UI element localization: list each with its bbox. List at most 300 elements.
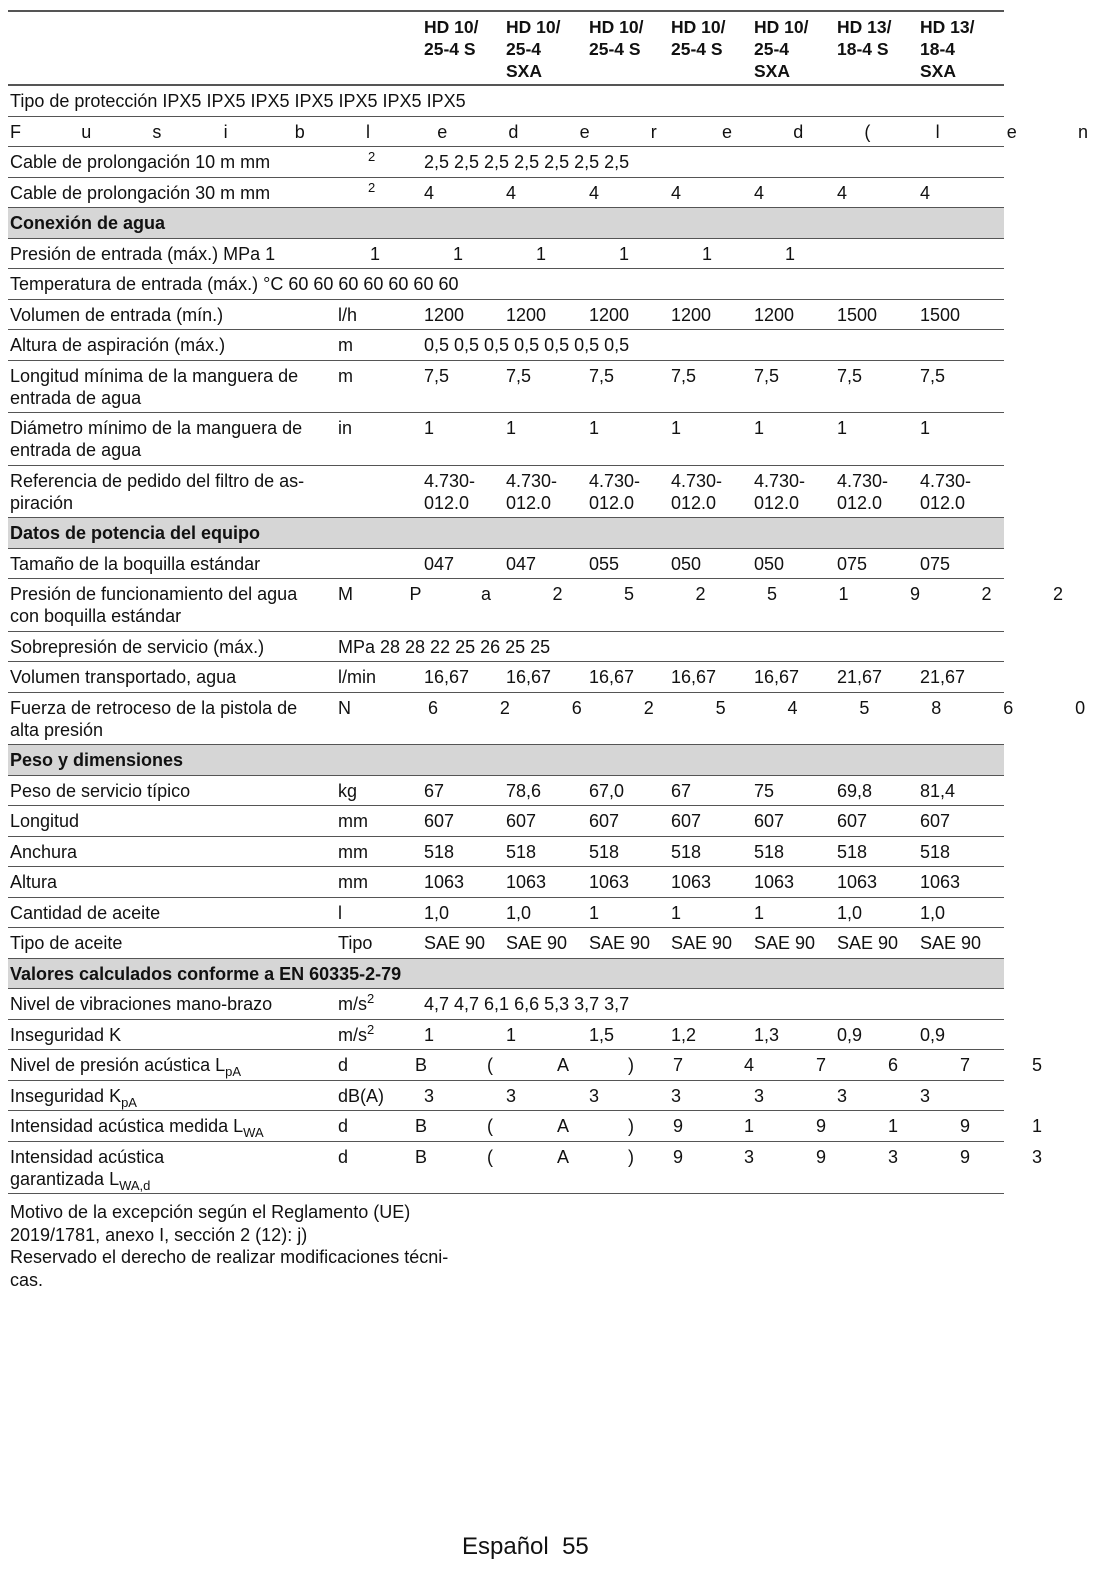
row-values-run: 0,5 0,5 0,5 0,5 0,5 0,5 0,5: [424, 335, 630, 355]
value-cell: 3: [671, 1085, 682, 1106]
value-cell: 1: [506, 418, 517, 438]
column-header-model: HD 13/ 18-4 SXA: [920, 17, 975, 81]
value-cell: 1200: [754, 304, 795, 325]
value-char: 7: [673, 1055, 684, 1075]
row-unit: [338, 780, 357, 802]
value-cell: 16,67: [424, 667, 470, 687]
row-text: Temperatura de entrada (máx.) °C 60 60 60 60 60 60 60: [10, 274, 459, 294]
table-row: [8, 361, 1004, 414]
value-char: l: [935, 121, 940, 142]
table-row: [8, 466, 1004, 519]
value-cell: 055: [589, 553, 620, 574]
value-cell: 4: [671, 182, 682, 203]
value-cell: 607: [506, 811, 537, 831]
row-unit: [338, 365, 353, 387]
value-char: 7: [816, 1055, 827, 1075]
row-label: [10, 841, 77, 863]
row-label-text: Tamaño de la boquilla estándar: [10, 553, 261, 574]
value-cell: SAE 90: [671, 933, 733, 953]
unit-superscript: 2: [367, 991, 375, 1006]
value-cell: 4: [754, 182, 765, 203]
table-row: [8, 837, 1004, 868]
value-char: s: [152, 121, 162, 142]
value-cell: 1200: [506, 304, 547, 325]
value-char: 1: [1032, 1116, 1043, 1136]
value-cell: 607: [424, 811, 455, 831]
table-row: [8, 300, 1004, 331]
row-label: [10, 993, 272, 1015]
value-char: b: [294, 121, 305, 142]
value-char: 9: [960, 1116, 971, 1136]
row-label: [10, 304, 223, 326]
row-label: [10, 417, 302, 461]
value-char: (: [487, 1116, 493, 1136]
row-label: [10, 365, 298, 409]
row-label-text: Peso y dimensiones: [10, 750, 184, 770]
unit-superscript: 2: [368, 149, 376, 164]
column-header-model: HD 10/ 25-4 SXA: [506, 17, 561, 81]
value-char: 9: [816, 1116, 827, 1136]
value-char: 0: [1075, 697, 1086, 718]
value-char: 9: [673, 1116, 684, 1136]
value-cell: 1063: [920, 872, 961, 892]
value-char: 9: [673, 1146, 684, 1167]
footnotes: Motivo de la excepción según el Reglamento (UE) 2019/1781, anexo I, sección 2 (12): j) Reservado el derecho de realizar modificaciones técni- cas.: [10, 1202, 449, 1290]
value-cell: 3: [920, 1085, 931, 1106]
value-char: n: [1078, 121, 1089, 142]
row-unit: [338, 304, 357, 326]
value-char: 9: [816, 1146, 827, 1167]
value-cell: 607: [920, 811, 951, 831]
column-header-model: HD 13/ 18-4 S: [837, 17, 892, 59]
row-label: [10, 666, 236, 688]
value-char: 1: [888, 1116, 899, 1136]
row-unit: [338, 871, 368, 893]
value-cell: 607: [754, 811, 785, 831]
table-row: [8, 1111, 1043, 1142]
unit-text: l/h: [338, 304, 358, 325]
value-char: 3: [888, 1146, 899, 1167]
value-cell: 518: [506, 841, 537, 862]
value-cell: 075: [920, 553, 951, 574]
value-cell: 4.730- 012.0: [671, 470, 723, 513]
unit-text: m/s: [338, 994, 367, 1014]
row-label: [10, 871, 57, 893]
value-char: B: [415, 1146, 428, 1167]
value-cell: 1: [424, 418, 435, 438]
value-cell: 0,9: [837, 1024, 863, 1045]
table-row: [8, 693, 1086, 746]
value-char: 5: [859, 697, 870, 718]
value-char: l: [366, 121, 370, 142]
section-title: [10, 963, 401, 985]
value-char: 2: [981, 584, 992, 604]
row-label-text: Inseguridad K: [10, 1024, 122, 1045]
value-cell: 4: [589, 182, 600, 203]
value-cell: 16,67: [589, 667, 635, 687]
row-label: [10, 810, 79, 832]
row-label: [10, 932, 122, 954]
value-char: A: [557, 1146, 570, 1167]
value-char: 7: [960, 1055, 971, 1075]
value-cell: SAE 90: [754, 933, 816, 953]
value-cell: 7,5: [671, 365, 697, 386]
page-footer: [462, 1533, 589, 1561]
value-cell: 1063: [754, 872, 795, 892]
value-char: P: [409, 584, 422, 604]
value-char: 2: [643, 697, 654, 718]
table-row: [8, 1050, 1043, 1081]
value-cell: 1063: [589, 872, 630, 892]
value-cell: SAE 90: [920, 933, 982, 953]
value-cell: 1: [424, 1024, 435, 1045]
value-cell: 1200: [671, 304, 712, 325]
row-unit: [338, 993, 374, 1015]
row-label: [10, 1054, 242, 1079]
table-row: [8, 662, 1004, 693]
value-char: 1: [453, 243, 464, 264]
section-header: [8, 208, 1004, 239]
value-char: B: [415, 1116, 428, 1136]
value-char: e: [437, 121, 448, 142]
row-label-text: Longitud: [10, 811, 80, 831]
unit-text: mm: [338, 841, 368, 862]
value-cell: 1: [754, 902, 765, 923]
value-cell: 1200: [424, 304, 465, 325]
row-label-text: Presión de funcionamiento del agua con boquilla estándar: [10, 584, 298, 626]
row-label: [10, 1024, 121, 1046]
value-char: 1: [702, 243, 713, 264]
table-row: [8, 413, 1004, 466]
row-text: Tipo de protección IPX5 IPX5 IPX5 IPX5 IPX5 IPX5 IPX5: [10, 91, 466, 111]
row-label-text: Inseguridad K: [10, 1085, 122, 1106]
value-cell: 16,67: [506, 667, 552, 687]
value-char: 4: [787, 697, 798, 718]
value-cell: 7,5: [424, 365, 450, 386]
value-char: d: [338, 1146, 349, 1167]
value-cell: 1200: [589, 304, 630, 325]
value-char: (: [487, 1146, 493, 1167]
row-label-text: Nivel de presión acústica L: [10, 1055, 226, 1075]
table-row: [8, 117, 1089, 148]
value-char: 1: [744, 1116, 755, 1136]
section-title: [10, 522, 260, 544]
value-cell: SAE 90: [424, 933, 486, 953]
value-cell: 1063: [424, 872, 465, 892]
value-char: e: [1006, 121, 1017, 142]
row-label-text: Peso de servicio típico: [10, 780, 191, 801]
row-values-run: 2,5 2,5 2,5 2,5 2,5 2,5 2,5: [424, 152, 630, 172]
table-row: [8, 867, 1004, 898]
unit-text: Tipo: [338, 933, 373, 953]
row-label-text: Presión de entrada (máx.) MPa 1: [10, 243, 276, 264]
value-cell: 16,67: [754, 667, 800, 687]
value-char: 1: [785, 243, 796, 264]
unit-text: dB(A): [338, 1085, 385, 1106]
row-label-text: Fuerza de retroceso de la pistola de alta presión: [10, 697, 298, 740]
value-cell: 1,0: [837, 902, 863, 923]
value-cell: 7,5: [589, 365, 615, 386]
value-cell: 1,5: [589, 1024, 615, 1045]
unit-text: N: [338, 697, 351, 718]
row-label-text: Diámetro mínimo de la manguera de entrada de agua: [10, 418, 303, 460]
column-header-model: HD 10/ 25-4 SXA: [754, 17, 809, 81]
value-cell: 1: [920, 418, 931, 438]
value-char: e: [722, 121, 733, 142]
value-char: d: [338, 1116, 349, 1136]
value-cell: 75: [754, 780, 775, 801]
value-cell: 3: [837, 1085, 848, 1106]
value-cell: 3: [589, 1085, 600, 1106]
value-char: 1: [370, 243, 381, 264]
row-label-text: Datos de potencia del equipo: [10, 523, 261, 543]
value-char: 6: [571, 697, 582, 718]
value-cell: 3: [506, 1085, 517, 1106]
row-values-run: MPa 28 28 22 25 26 25 25: [338, 636, 551, 657]
value-cell: SAE 90: [589, 933, 651, 953]
value-cell: 518: [754, 841, 785, 862]
value-cell: 047: [424, 553, 455, 574]
value-char: 2: [695, 584, 706, 604]
value-cell: 4.730- 012.0: [754, 470, 806, 513]
value-cell: 7,5: [506, 365, 532, 386]
row-label-text: Cable de prolongación 30 m mm: [10, 182, 271, 203]
value-char: 9: [910, 584, 921, 604]
table-row: [8, 239, 1004, 270]
section-header: [8, 959, 1004, 990]
value-cell: 1,3: [754, 1024, 780, 1045]
value-char: i: [223, 121, 228, 142]
value-cell: 67,0: [589, 780, 625, 801]
table-row: [8, 549, 1004, 580]
row-unit: [338, 666, 376, 688]
value-cell: 21,67: [920, 667, 966, 687]
value-char: F: [10, 121, 21, 142]
value-char: 6: [428, 697, 439, 718]
label-subscript: WA,d: [119, 1177, 151, 1193]
value-cell: 4.730- 012.0: [589, 470, 641, 513]
row-label-text: Cantidad de aceite: [10, 902, 161, 923]
value-char: (: [487, 1055, 493, 1075]
value-char: 3: [1032, 1146, 1043, 1167]
value-cell: 050: [754, 553, 785, 574]
value-cell: 607: [589, 811, 620, 831]
row-label-text: Volumen transportado, agua: [10, 667, 237, 687]
value-char: 1: [838, 584, 849, 604]
unit-text: kg: [338, 780, 358, 801]
value-char: 8: [931, 697, 942, 718]
table-row: [8, 1020, 1004, 1051]
row-unit: [338, 932, 372, 954]
value-cell: 1: [506, 1024, 517, 1045]
value-char: 2: [552, 584, 563, 604]
table-body: [8, 86, 1089, 1194]
value-char: ): [628, 1116, 634, 1136]
row-label: [10, 334, 225, 356]
row-label-text: Altura: [10, 872, 58, 892]
value-cell: 16,67: [671, 667, 717, 687]
value-cell: 4.730- 012.0: [506, 470, 558, 513]
row-unit: [338, 1021, 375, 1046]
label-subscript: pA: [121, 1094, 137, 1110]
section-header: [8, 518, 1004, 549]
value-cell: 69,8: [837, 780, 873, 801]
value-cell: 1,0: [920, 902, 946, 923]
table-row: [8, 579, 1064, 632]
value-char: A: [557, 1055, 570, 1075]
value-char: 2: [1053, 584, 1064, 604]
row-label: [10, 902, 160, 924]
value-cell: SAE 90: [506, 933, 568, 953]
unit-text: m/s: [338, 1024, 367, 1045]
table-row: [8, 86, 1004, 117]
value-cell: 7,5: [837, 365, 863, 386]
value-cell: 1: [671, 418, 682, 438]
section-title: [10, 212, 165, 234]
value-cell: 1063: [506, 872, 547, 892]
value-cell: 4: [837, 182, 848, 203]
row-label-text: Cable de prolongación 10 m mm: [10, 152, 271, 172]
row-label: [10, 470, 304, 514]
technical-data-table: [8, 10, 1089, 1194]
unit-superscript: 2: [367, 1021, 375, 1037]
value-char: 1: [619, 243, 630, 264]
value-cell: 78,6: [506, 780, 542, 801]
table-row: [8, 898, 1004, 929]
table-row: [8, 1142, 1043, 1195]
row-values-run: 4,7 4,7 6,1 6,6 5,3 3,7 3,7: [424, 994, 630, 1014]
row-label: [10, 243, 275, 265]
unit-text: in: [338, 418, 353, 438]
value-cell: 1,2: [671, 1024, 697, 1045]
row-unit: [338, 1085, 384, 1107]
value-char: 2: [499, 697, 510, 718]
unit-text: mm: [338, 811, 368, 831]
value-char: 5: [624, 584, 635, 604]
value-char: (: [864, 121, 871, 142]
value-cell: 607: [837, 811, 868, 831]
value-cell: 1500: [920, 304, 961, 325]
value-cell: 7,5: [920, 365, 946, 386]
table-row: [8, 178, 1004, 209]
value-char: M: [338, 584, 353, 604]
row-label: [10, 1146, 165, 1193]
value-cell: 4: [506, 182, 517, 203]
value-cell: 1: [589, 418, 600, 438]
row-label: [10, 553, 260, 575]
row-label: [10, 697, 297, 741]
table-row: [8, 330, 1004, 361]
value-cell: 518: [589, 841, 620, 862]
section-header: [8, 745, 1004, 776]
value-cell: 1500: [837, 304, 878, 325]
row-unit: [338, 697, 351, 719]
row-label: [10, 1085, 137, 1110]
row-unit: [338, 334, 353, 356]
row-label: [10, 182, 270, 204]
value-char: d: [793, 121, 804, 142]
row-label: [10, 1115, 264, 1140]
value-cell: 3: [754, 1085, 765, 1106]
value-cell: 607: [671, 811, 702, 831]
value-cell: 4.730- 012.0: [424, 470, 476, 513]
value-cell: SAE 90: [837, 933, 899, 953]
row-unit: [338, 902, 342, 924]
value-char: 4: [744, 1055, 755, 1075]
value-cell: 047: [506, 553, 537, 574]
value-cell: 518: [424, 841, 455, 862]
section-title: [10, 749, 183, 771]
row-label-text: Intensidad acústica garantizada L: [10, 1146, 165, 1189]
column-header-model: HD 10/ 25-4 S: [671, 17, 726, 59]
value-char: A: [557, 1116, 570, 1136]
value-cell: 0,9: [920, 1024, 946, 1045]
value-char: r: [650, 121, 657, 142]
value-char: 3: [744, 1146, 755, 1167]
row-label: [10, 583, 297, 627]
value-cell: 3: [424, 1085, 435, 1106]
value-cell: 4.730- 012.0: [920, 470, 972, 513]
value-char: ): [628, 1146, 634, 1167]
page-number: 55: [562, 1533, 589, 1560]
table-header: [8, 10, 1004, 86]
unit-text: l/min: [338, 667, 377, 687]
table-row: [8, 806, 1004, 837]
label-subscript: WA: [243, 1125, 264, 1140]
unit-text: m: [338, 365, 353, 386]
value-cell: 1063: [671, 872, 712, 892]
row-label-text: Longitud mínima de la manguera de entrada de agua: [10, 365, 299, 408]
value-char: 1: [536, 243, 547, 264]
value-cell: 1,0: [506, 902, 532, 923]
value-cell: 1: [837, 418, 848, 438]
value-cell: 1: [671, 902, 682, 923]
value-char: 5: [767, 584, 778, 604]
value-char: d: [338, 1055, 349, 1075]
value-char: 5: [715, 697, 726, 718]
value-cell: 67: [424, 780, 445, 801]
table-row: [8, 147, 1004, 178]
row-label: [10, 780, 190, 802]
value-char: a: [481, 584, 492, 604]
unit-superscript: 2: [368, 179, 376, 195]
row-label-text: Intensidad acústica medida L: [10, 1116, 244, 1136]
row-label-text: Sobrepresión de servicio (máx.): [10, 636, 265, 657]
row-unit: [338, 417, 352, 439]
table-row: [8, 1081, 1004, 1112]
row-label-text: Referencia de pedido del filtro de as- piración: [10, 470, 305, 513]
value-cell: 67: [671, 780, 692, 801]
value-char: 6: [888, 1055, 899, 1075]
value-cell: 1: [589, 902, 600, 923]
footer-language: Español: [462, 1533, 549, 1560]
row-label-text: Anchura: [10, 841, 78, 862]
row-label-text: Altura de aspiración (máx.): [10, 335, 226, 355]
row-label-text: Valores calculados conforme a EN 60335-2-79: [10, 963, 402, 984]
row-label-text: Volumen de entrada (mín.): [10, 304, 224, 325]
value-cell: 81,4: [920, 780, 956, 801]
value-cell: 1: [754, 418, 765, 438]
value-char: B: [415, 1055, 428, 1075]
value-cell: 4: [920, 182, 931, 203]
value-char: ): [628, 1055, 634, 1075]
value-char: 9: [960, 1146, 971, 1167]
table-row: [8, 989, 1004, 1020]
value-cell: 21,67: [837, 667, 883, 687]
value-char: 6: [1003, 697, 1014, 718]
value-cell: 518: [920, 841, 951, 862]
value-cell: 518: [671, 841, 702, 862]
